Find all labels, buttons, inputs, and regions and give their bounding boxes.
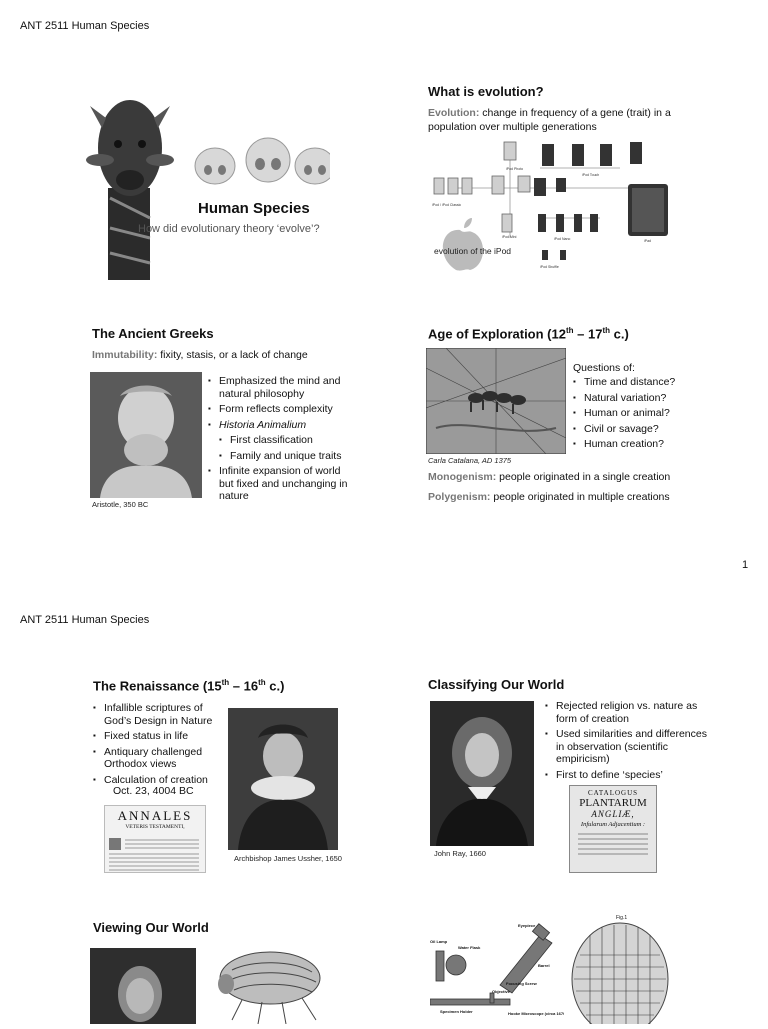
aristotle-caption: Aristotle, 350 BC <box>92 500 149 509</box>
list-item: ▪ Fixed status in life <box>93 730 221 743</box>
exploration-title-part: c.) <box>610 326 629 342</box>
renaissance-bullet-list <box>93 702 221 789</box>
annales-book-title: ANNALES <box>117 808 193 823</box>
list-item: ▪ Historia Animalium <box>208 419 348 432</box>
annales-text-lines <box>105 830 205 873</box>
renaissance-title-part: c.) <box>265 678 285 694</box>
immutability-definition-text: fixity, stasis, or a lack of change <box>157 349 308 361</box>
title-slide <box>80 88 330 280</box>
greeks-bullet-list <box>208 375 348 506</box>
list-item: ▪ Human creation? <box>573 438 713 451</box>
page-number: 1 <box>742 559 749 571</box>
microscope-label-focusing-screw: Focusing Screw <box>506 981 537 986</box>
title-slide-subtitle: How did evolutionary theory ‘evolve’? <box>138 223 320 235</box>
giraffe-skulls-illustration <box>80 88 330 280</box>
exploration-title-sup: th <box>602 326 611 335</box>
ussher-caption: Archbishop James Ussher, 1650 <box>234 854 342 863</box>
polygenism-term: Polygenism: <box>428 491 491 503</box>
cork-figure-label: Fig.1 <box>616 915 628 921</box>
viewing-slide-title: Viewing Our World <box>93 920 209 935</box>
catalogus-text-lines <box>570 828 656 858</box>
microscope-label-barrel: Barrel <box>538 963 550 968</box>
list-item: ▪ Time and distance? <box>573 376 713 389</box>
exploration-title-part: Age of Exploration (12 <box>428 326 566 342</box>
list-item: ▪ Used similarities and differences in observation (scientific empiricism) <box>545 728 715 766</box>
ipod-label-classic: iPod / iPod Classic <box>432 203 462 207</box>
map-caption: Carla Catalana, AD 1375 <box>428 456 512 465</box>
microscope-label-water-flask: Water Flask <box>458 945 481 950</box>
renaissance-slide-title <box>93 678 284 693</box>
ipod-caption: evolution of the iPod <box>434 246 512 256</box>
list-item: ▪ Infinite expansion of world but fixed and unchanging in nature <box>208 465 348 503</box>
immutability-term: Immutability: <box>92 349 158 361</box>
course-header: ANT 2511 Human Species <box>20 20 150 32</box>
ipod-label-shuffle: iPod Shuffle <box>540 265 559 269</box>
monogenism-term: Monogenism: <box>428 471 497 483</box>
evolution-slide-title: What is evolution? <box>428 84 544 99</box>
aristotle-bust-graphic <box>90 372 202 498</box>
renaissance-title-part: The Renaissance (15 <box>93 678 222 694</box>
evolution-term: Evolution: <box>428 107 480 119</box>
flea-graphic <box>212 940 332 1024</box>
list-item: ▪ Infallible scriptures of God’s Design in Nature <box>93 702 221 727</box>
catalogus-book-image <box>569 785 657 873</box>
john-ray-portrait-image <box>430 701 534 846</box>
exploration-title-sup: th <box>565 326 574 335</box>
renaissance-title-sup: th <box>258 678 266 687</box>
creation-date: Oct. 23, 4004 BC <box>113 785 194 797</box>
catalogus-line-4: Infularum Adjacentium : <box>580 821 646 828</box>
greeks-slide-title: The Ancient Greeks <box>92 326 214 341</box>
renaissance-title-part: – 16 <box>229 678 259 694</box>
hooke-portrait-graphic <box>90 948 196 1024</box>
list-item: ▪ First classification <box>208 434 348 447</box>
microscope-graphic <box>430 915 564 1024</box>
microscope-label-specimen-holder: Specimen Holder <box>440 1009 473 1014</box>
list-item: ▪ Rejected religion vs. nature as form of creation <box>545 700 715 725</box>
list-item: ▪ Natural variation? <box>573 392 713 405</box>
list-item: ▪ First to define ‘species’ <box>545 769 715 782</box>
list-item: ▪ Calculation of creation <box>93 774 221 787</box>
title-slide-heading: Human Species <box>198 200 310 217</box>
hooke-microscope-diagram <box>430 915 564 1024</box>
list-item: ▪ Form reflects complexity <box>208 403 348 416</box>
ipod-label-photo: iPod Photo <box>506 167 524 171</box>
catalogus-line-3: ANGLIÆ, <box>591 809 635 819</box>
exploration-slide-title <box>428 326 629 341</box>
catalan-map-graphic <box>426 348 566 454</box>
polygenism-text: people originated in multiple creations <box>490 491 670 503</box>
microscope-label-eyepiece: Eyepiece <box>518 923 536 928</box>
course-header: ANT 2511 Human Species <box>20 614 150 626</box>
cork-cells-illustration <box>570 915 670 1024</box>
microscope-label-title: Hooke Microscope (circa 1670) <box>508 1011 564 1016</box>
ipod-evolution-diagram <box>430 138 676 274</box>
annales-book-image <box>104 805 206 873</box>
microscope-label-oil-lamp: Oil Lamp <box>430 939 448 944</box>
ipod-label-touch: iPod Touch <box>582 173 600 177</box>
list-item: ▪ Emphasized the mind and natural philosophy <box>208 375 348 400</box>
hooke-portrait-image <box>90 948 196 1024</box>
list-item: ▪ Antiquary challenged Orthodox views <box>93 746 221 771</box>
list-item: ▪ Human or animal? <box>573 407 713 420</box>
john-ray-caption: John Ray, 1660 <box>434 849 486 858</box>
list-item: ▪ Family and unique traits <box>208 450 348 463</box>
evolution-definition-text: change in frequency of a gene (trait) in a population over multiple generations <box>428 107 671 133</box>
immutability-definition <box>92 348 352 362</box>
ipod-label-ipad: iPad <box>644 239 652 243</box>
annales-book-subtitle: VETERIS TESTAMENTI, <box>125 824 185 830</box>
monogenism-definition <box>428 471 670 483</box>
classifying-slide-title: Classifying Our World <box>428 677 565 692</box>
ussher-portrait-graphic <box>228 708 338 850</box>
cork-cells-graphic <box>570 915 670 1024</box>
renaissance-title-sup: th <box>221 678 230 687</box>
microscope-label-objective: Objective <box>492 989 511 994</box>
monogenism-text: people originated in a single creation <box>496 471 671 483</box>
evolution-definition <box>428 106 688 134</box>
ipod-label-nano: iPod Nano <box>554 237 571 241</box>
catalogus-line-1: CATALOGUS <box>587 789 639 797</box>
questions-list <box>573 376 713 454</box>
john-ray-portrait-graphic <box>430 701 534 846</box>
exploration-title-part: – 17 <box>573 326 603 342</box>
catalan-map-image <box>426 348 566 454</box>
ussher-portrait-image <box>228 708 338 850</box>
classifying-bullet-list <box>545 700 715 784</box>
ipod-label-mini: iPod Mini <box>502 235 517 239</box>
aristotle-bust-image <box>90 372 202 498</box>
flea-illustration <box>212 940 332 1024</box>
list-item: ▪ Civil or savage? <box>573 423 713 436</box>
catalogus-line-2: PLANTARUM <box>579 797 647 809</box>
questions-label: Questions of: <box>573 362 635 374</box>
polygenism-definition <box>428 491 670 503</box>
